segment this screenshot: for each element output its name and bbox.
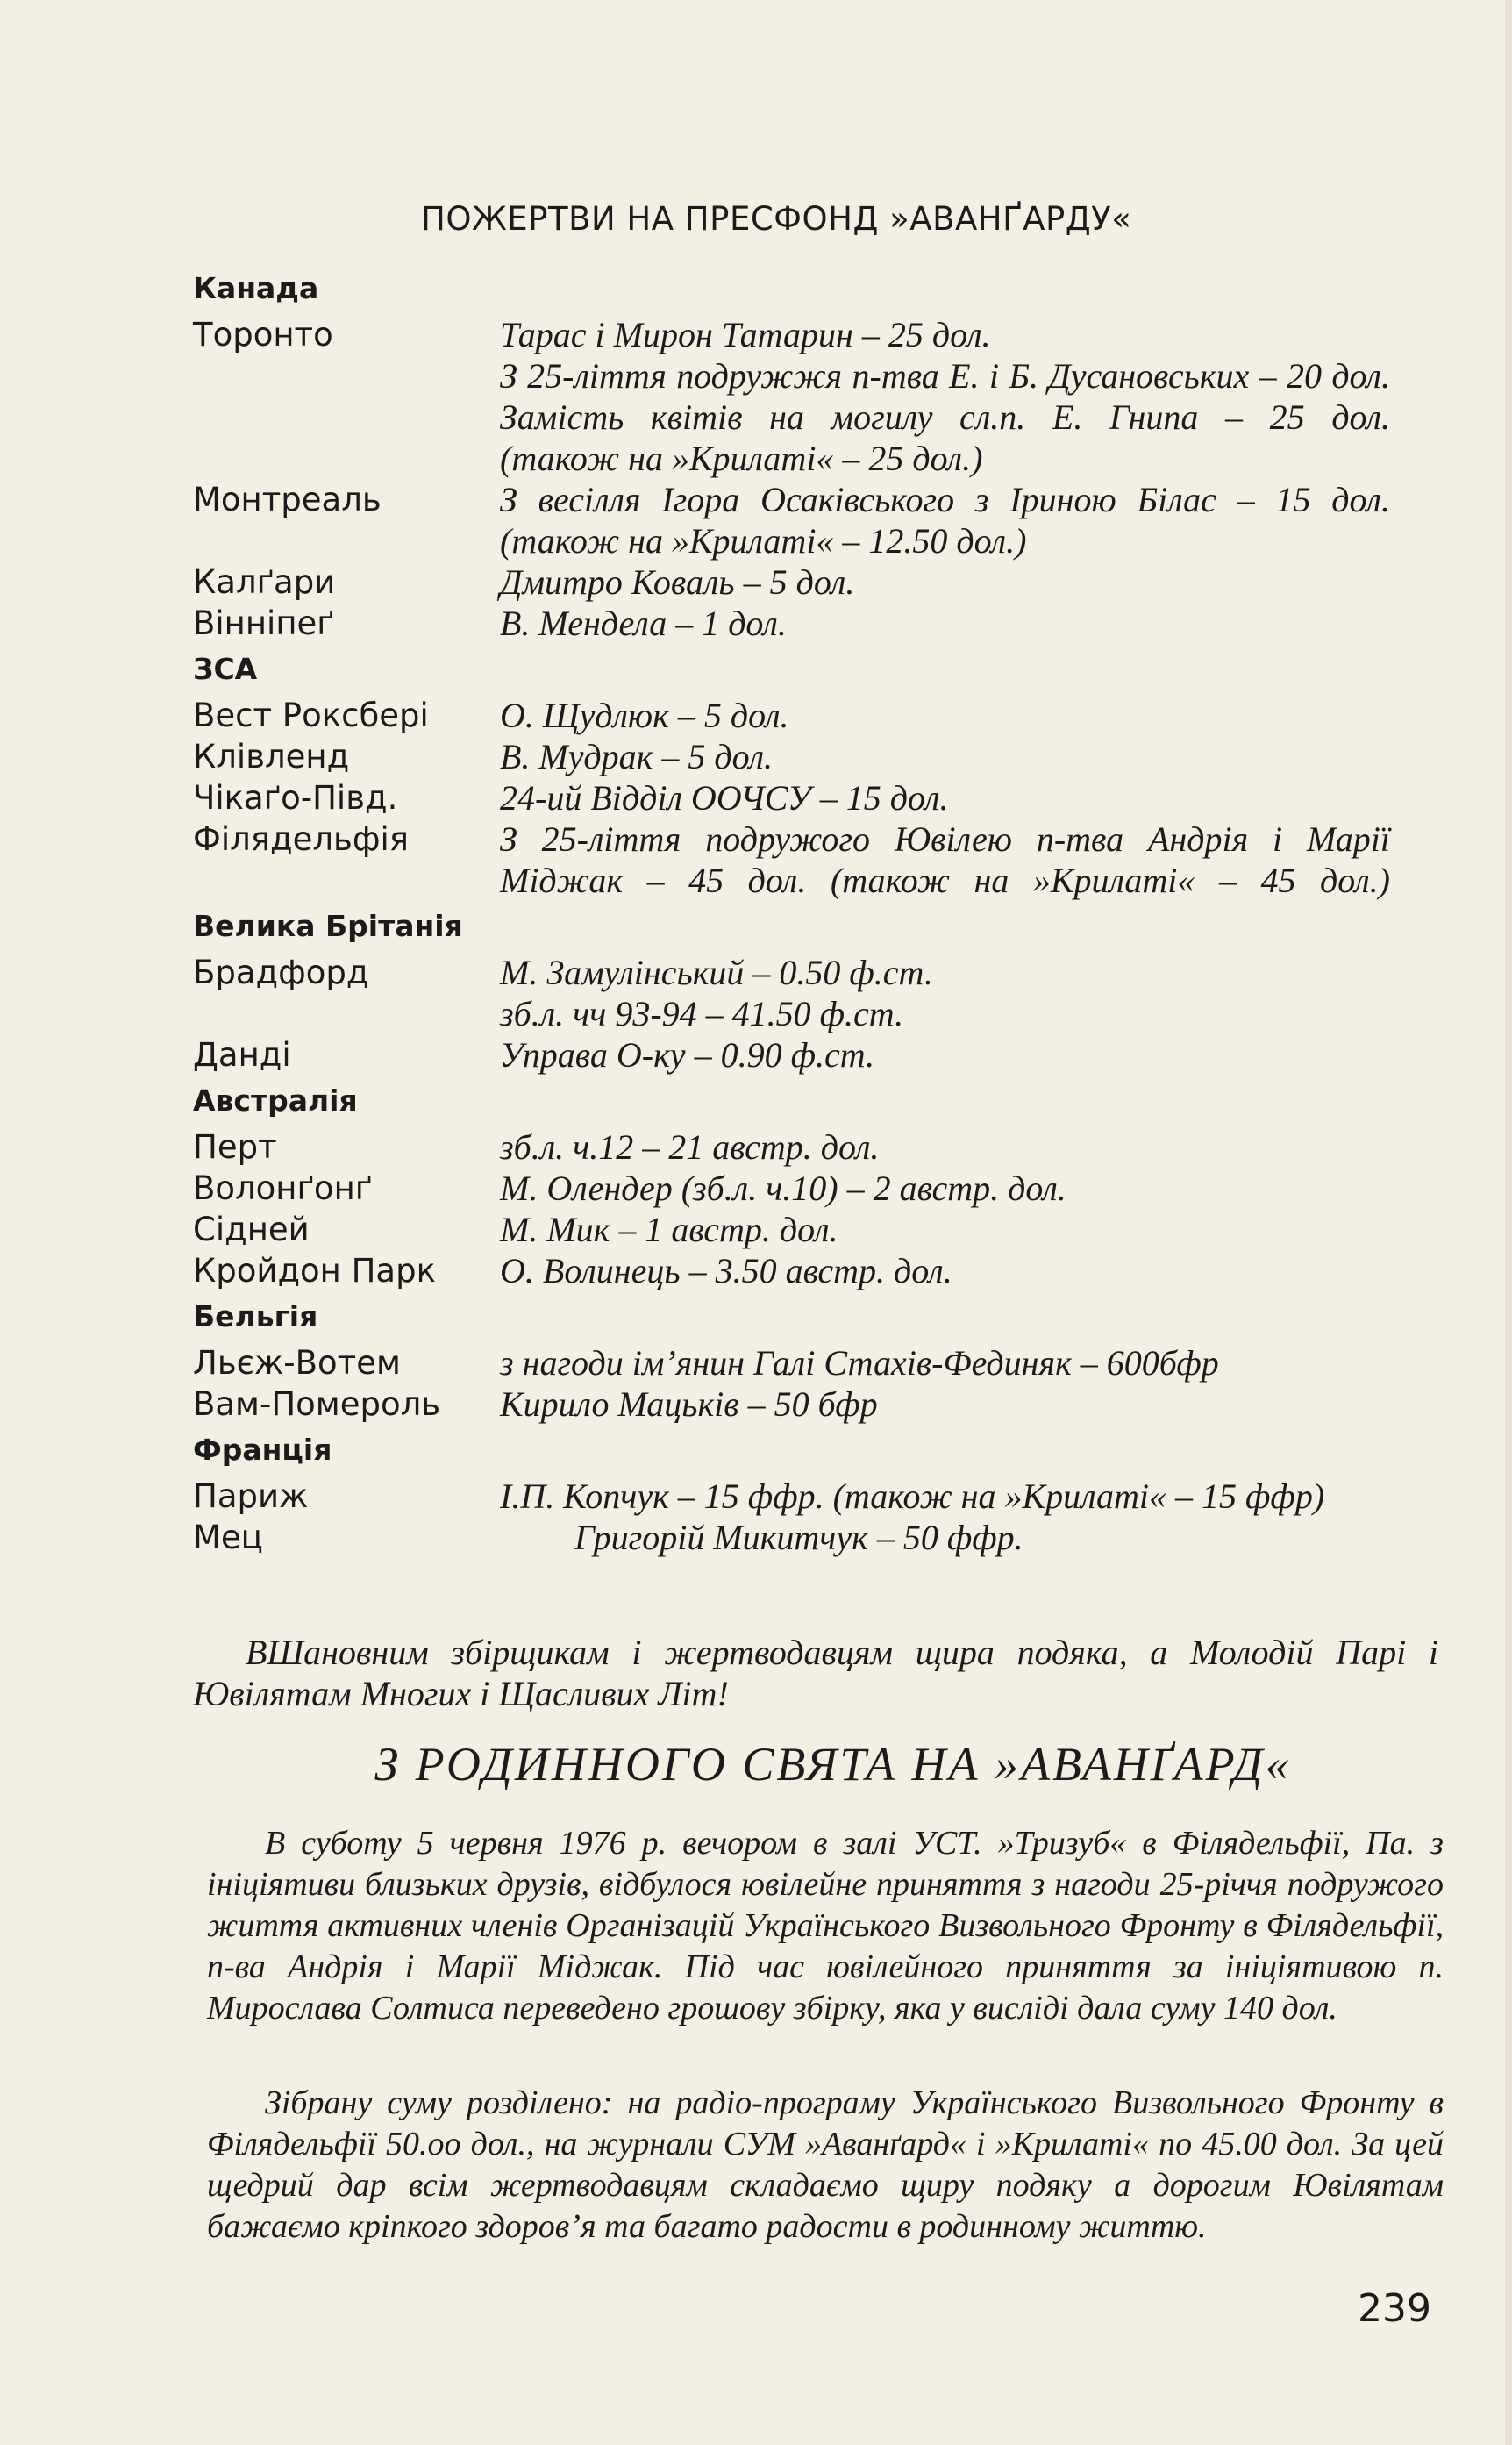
donation-row <box>193 1342 1438 1383</box>
donation-entry: В. Мендела – 1 дол. <box>500 604 787 643</box>
donation-entry: З 25-ліття подружжя п-тва Е. і Б. Дусановських – 20 дол. <box>500 356 1390 396</box>
donation-row <box>193 314 1438 479</box>
page-number: 239 <box>1358 2286 1431 2331</box>
donation-entry: Григорій Микитчук – 50 ффр. <box>574 1518 1023 1557</box>
donation-entry: О. Волинець – 3.50 австр. дол. <box>500 1251 952 1290</box>
page-title: ПОЖЕРТВИ НА ПРЕСФОНД »АВАНҐАРДУ« <box>421 200 1132 238</box>
city-name: Перт <box>193 1128 277 1166</box>
donation-row <box>193 819 1438 901</box>
donation-entry: Міджак – 45 дол. (також на »Крилаті« – 45 дол.) <box>500 861 1390 900</box>
donation-row <box>193 1517 1438 1558</box>
article-paragraph: Зібрану суму розділено: на радіо-програму Українського Визвольного Фронту в Філядельфії 50.оо дол., на журнали СУМ »Аванґард« і »Крилаті« по 45.00 дол. За цей щедрий дар всім жертводавцям складаємо щиру подяку а дорогим Ювілятам бажаємо кріпкого здоровʼя та багато радости в родинному життю. <box>207 2084 1444 2245</box>
donation-entry: (також на »Крилаті« – 12.50 дол.) <box>500 521 1027 561</box>
donation-entry: Дмитро Коваль – 5 дол. <box>500 562 855 602</box>
donation-row <box>193 695 1438 736</box>
donation-row <box>193 479 1438 561</box>
donation-row <box>193 603 1438 644</box>
donation-entry: зб.л. чч 93-94 – 41.50 ф.ст. <box>500 994 904 1033</box>
city-name: Монтреаль <box>193 481 382 518</box>
donation-row <box>193 1126 1438 1168</box>
city-name: Клівленд <box>193 738 350 776</box>
donation-row <box>193 736 1438 777</box>
city-name: Калґари <box>193 563 336 601</box>
city-name: Брадфорд <box>193 954 369 991</box>
country-heading: ЗСА <box>193 652 258 686</box>
city-name: Льєж-Вотем <box>193 1344 401 1382</box>
donation-entry: 24-ий Відділ ООЧСУ – 15 дол. <box>500 778 949 818</box>
city-name: Філядельфія <box>193 820 410 858</box>
city-name: Данді <box>193 1036 291 1074</box>
page-edge <box>1505 0 1512 2445</box>
country-heading: Бельгія <box>193 1299 318 1333</box>
country-heading: Велика Брітанія <box>193 909 463 943</box>
donation-entry: зб.л. ч.12 – 21 австр. дол. <box>500 1127 880 1167</box>
country-heading: Франція <box>193 1433 332 1467</box>
city-name: Сідней <box>193 1211 310 1248</box>
donation-entry: М. Замулінський – 0.50 ф.ст. <box>500 953 933 992</box>
donation-entry: з нагоди імʼянин Галі Стахів-Фединяк – 600бфр <box>500 1343 1219 1383</box>
donation-entry: В. Мудрак – 5 дол. <box>500 737 774 776</box>
donation-row <box>193 561 1438 603</box>
donation-entry: Управа О-ку – 0.90 ф.ст. <box>500 1035 875 1075</box>
city-name: Вест Роксбері <box>193 697 429 734</box>
donation-entry: М. Мик – 1 австр. дол. <box>500 1210 838 1249</box>
donation-entry: (також на »Крилаті« – 25 дол.) <box>500 439 983 478</box>
donation-entry: Тарас і Мирон Татарин – 25 дол. <box>500 315 991 354</box>
city-name: Волонґонґ <box>193 1169 373 1207</box>
donation-row <box>193 1383 1438 1425</box>
donation-row <box>193 777 1438 819</box>
city-name: Париж <box>193 1477 309 1515</box>
city-name: Чікаґо-Півд. <box>193 779 398 817</box>
donation-entry: Кирило Мацьків – 50 бфр <box>500 1384 878 1424</box>
thanks-note: ВШановним збірщикам і жертводавцям щира подяка, а Молодій Парі і Ювілятам Многих і Щасливих Літ! <box>193 1633 1438 1713</box>
donation-entry: О. Щудлюк – 5 дол. <box>500 696 789 735</box>
city-name: Мец <box>193 1519 263 1556</box>
donation-row <box>193 1250 1438 1291</box>
city-name: Вам-Помероль <box>193 1385 441 1423</box>
donation-entry: З весілля Ігора Осаківського з Іриною Білас – 15 дол. <box>500 480 1390 519</box>
donation-row <box>193 1209 1438 1250</box>
article-paragraph: В суботу 5 червня 1976 р. вечором в залі УСТ. »Тризуб« в Філядельфії, Па. з ініціятиви близьких друзів, відбулося ювілейне приняття з нагоди 25-річчя подружого життя активних членів Організацій Українського Визвольного Фронту в Філядельфії, п-ва Андрія і Марії Міджак. Під час ювілейного приняття за ініціятивою п. Мирослава Солтиса переведено грошову збірку, яка у висліді дала суму 140 дол. <box>207 1825 1444 2027</box>
donation-entry: З 25-ліття подружого Ювілею п-тва Андрія і Марії <box>500 819 1390 859</box>
city-name: Вінніпеґ <box>193 604 334 642</box>
donation-row <box>193 1476 1438 1517</box>
donation-entry: Замість квітів на могилу сл.п. Е. Гнипа – 25 дол. <box>500 397 1390 437</box>
donation-entry: М. Олендер (зб.л. ч.10) – 2 австр. дол. <box>500 1169 1066 1208</box>
donations-list <box>193 263 1438 1558</box>
donation-row <box>193 952 1438 1034</box>
country-heading: Австралія <box>193 1083 358 1118</box>
donation-row <box>193 1168 1438 1209</box>
article-heading: З РОДИННОГО СВЯТА НА »АВАНҐАРД« <box>374 1738 1292 1791</box>
donation-entry: І.П. Копчук – 15 ффр. (також на »Крилаті« – 15 ффр) <box>500 1476 1325 1516</box>
donation-row <box>193 1034 1438 1076</box>
city-name: Торонто <box>193 316 333 354</box>
country-heading: Канада <box>193 271 319 305</box>
city-name: Кройдон Парк <box>193 1252 436 1290</box>
